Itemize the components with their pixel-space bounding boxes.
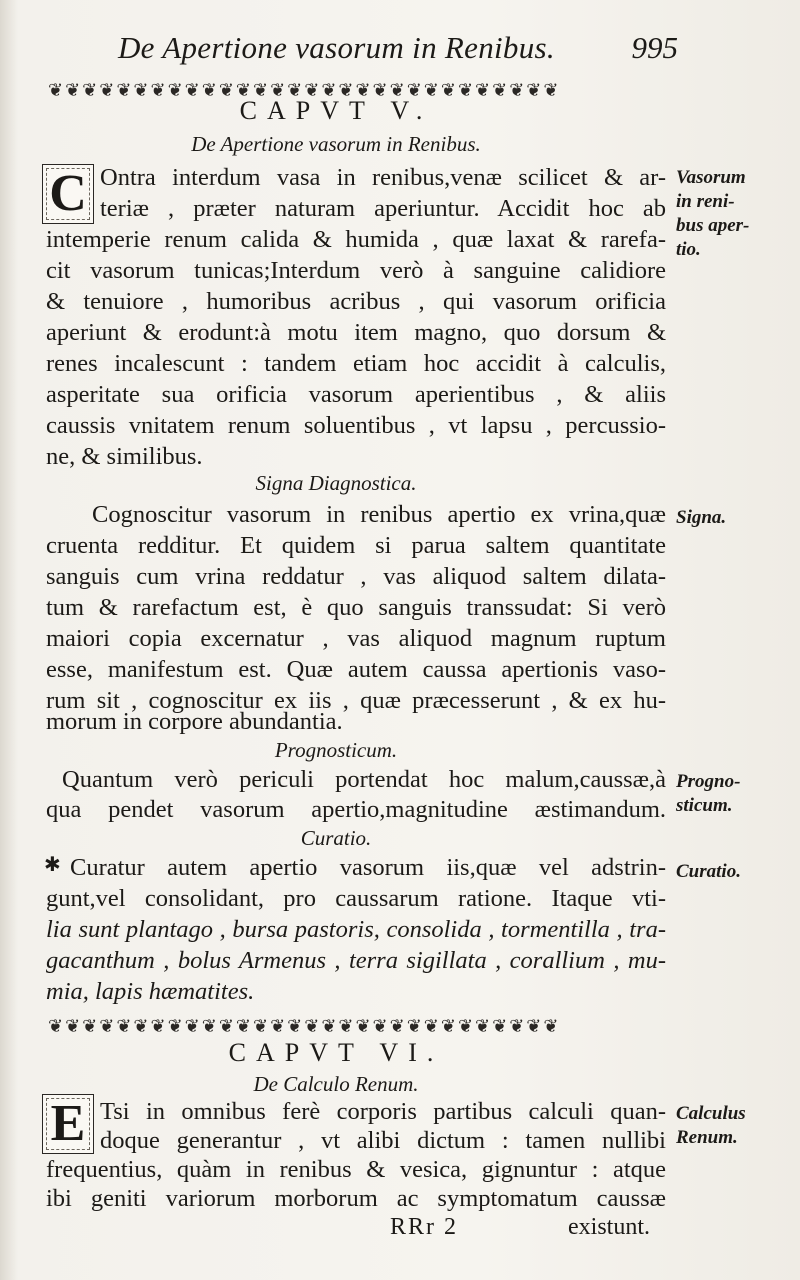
margin-note-calculus [676, 1102, 796, 1150]
text-line: esse, manifestum est. Quæ autem caussa apertionis vaso- [46, 656, 666, 683]
text-line: morum in corpore abundantia. [46, 708, 343, 735]
margin-note-vasorum [676, 166, 796, 262]
text-line: renes incalescunt : tandem etiam hoc accidit à calculis, [46, 350, 666, 377]
margin-note-line: tio. [676, 239, 701, 260]
asterisk-symbol: ✱ [44, 854, 61, 876]
text-line: qua pendet vasorum apertio,magnitudine æstimandum. [46, 796, 666, 823]
text-line: sanguis cum vrina reddatur , vas aliquod saltem dilata- [46, 563, 666, 590]
curatio-heading: Curatio. [300, 826, 372, 850]
dropcap-c: C [42, 164, 94, 224]
text-line: intemperie renum calida & humida , quæ laxat & rarefa- [46, 226, 666, 253]
text-line: aperiunt & erodunt:à motu item magno, quo dorsum & [46, 319, 666, 346]
text-line: teriæ , præter naturam aperiuntur. Accidit hoc ab [100, 195, 666, 222]
margin-note-signa [676, 506, 796, 530]
margin-note-line: in reni- [676, 191, 735, 212]
running-title: De Apertione vasorum in Renibus. [118, 30, 555, 65]
dropcap-e: E [42, 1094, 94, 1154]
margin-note-curatio [676, 860, 796, 884]
margin-note-line: Progno- [676, 771, 741, 792]
text-line: asperitate sua orificia vasorum aperientibus , & aliis [46, 381, 666, 408]
text-line: gunt,vel consolidant, pro caussarum ratione. Itaque vti- [46, 885, 666, 912]
ornament-border: ❦❦❦❦❦❦❦❦❦❦❦❦❦❦❦❦❦❦❦❦❦❦❦❦❦❦❦❦❦❦ [48, 1016, 561, 1036]
text-line: ne, & similibus. [46, 443, 203, 470]
signa-heading: Signa Diagnostica. [255, 471, 417, 495]
margin-note-line: Renum. [676, 1127, 738, 1148]
chapter-5-subtitle: De Apertione vasorum in Renibus. [191, 132, 481, 156]
text-line: ibi geniti variorum morborum ac symptomatum caussæ [46, 1185, 666, 1212]
margin-note-line: Calculus [676, 1103, 746, 1124]
text-line: gacanthum , bolus Armenus , terra sigillata , corallium , mu- [46, 947, 666, 974]
page-number: 995 [631, 30, 678, 65]
chapter-6-subtitle: De Calculo Renum. [253, 1072, 419, 1096]
page-footer [0, 1214, 800, 1244]
text-line: Quantum verò periculi portendat hoc malum,caussæ,à [62, 766, 666, 793]
chapter-5-heading: CAPVT V. [239, 96, 433, 125]
text-line: Ontra interdum vasa in renibus,venæ scilicet & ar- [100, 164, 666, 191]
margin-note-line: Curatio. [676, 861, 741, 882]
text-line: cit vasorum tunicas;Interdum verò à sanguine calidiore [46, 257, 666, 284]
text-line: Tsi in omnibus ferè corporis partibus calculi quan- [100, 1098, 666, 1125]
text-line: lia sunt plantago , bursa pastoris, consolida , tormentilla , tra- [46, 916, 666, 943]
text-line: caussis vnitatem renum soluentibus , vt lapsu , percussio- [46, 412, 666, 439]
margin-note-line: Vasorum [676, 167, 746, 188]
text-line: cruenta redditur. Et quidem si parua saltem quantitate [46, 532, 666, 559]
margin-note-line: Signa. [676, 507, 727, 528]
text-line: mia, lapis hæmatites. [46, 978, 255, 1005]
text-line: frequentius, quàm in renibus & vesica, gignuntur : atque [46, 1156, 666, 1183]
prognosticum-heading: Prognosticum. [274, 738, 398, 762]
text-line: tum & rarefactum est, è quo sanguis transsudat: Si verò [46, 594, 666, 621]
text-line: maiori copia excernatur , vas aliquod magnum ruptum [46, 625, 666, 652]
text-line: Curatur autem apertio vasorum iis,quæ vel adstrin- [70, 854, 666, 881]
signature-mark: RRr 2 [390, 1214, 459, 1240]
chapter-6-heading: CAPVT VI. [228, 1038, 444, 1067]
margin-note-line: bus aper- [676, 215, 750, 236]
margin-note-prognosticum [676, 770, 796, 818]
ornament-border: ❦❦❦❦❦❦❦❦❦❦❦❦❦❦❦❦❦❦❦❦❦❦❦❦❦❦❦❦❦❦ [48, 80, 561, 100]
text-line: Cognoscitur vasorum in renibus apertio ex vrina,quæ [92, 501, 666, 528]
catchword: existunt. [568, 1214, 650, 1240]
text-line: rum sit , cognoscitur ex iis , quæ præcesserunt , & ex hu- [46, 687, 666, 714]
text-line: doque generantur , vt alibi dictum : tamen nullibi [100, 1127, 666, 1154]
text-line: & tenuiore , humoribus acribus , qui vasorum orificia [46, 288, 666, 315]
margin-note-line: sticum. [676, 795, 733, 816]
running-header [118, 30, 678, 70]
